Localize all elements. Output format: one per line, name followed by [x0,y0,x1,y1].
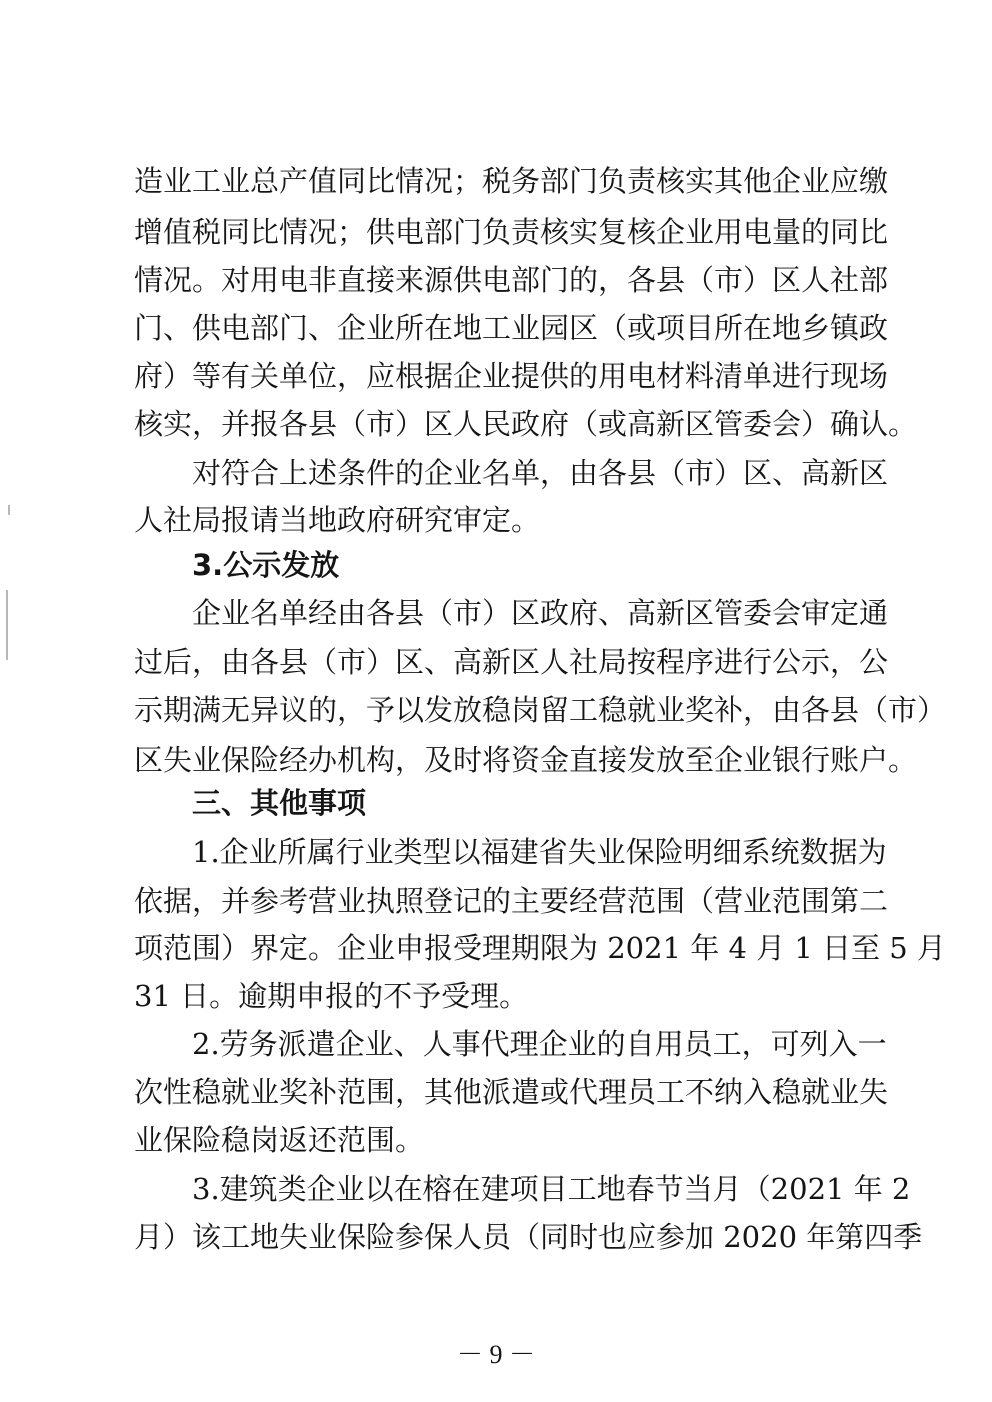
body-line: 3.建筑类企业以在榕在建项目工地春节当月（2021 年 2 [192,1172,911,1206]
body-line: 过后，由各县（市）区、高新区人社局按程序进行公示，公 [134,645,889,679]
body-line: 1.企业所属行业类型以福建省失业保险明细系统数据为 [192,835,887,869]
body-line: 企业名单经由各县（市）区政府、高新区管委会审定通 [192,596,889,630]
body-line: 增值税同比情况；供电部门负责核实复核企业用电量的同比 [134,215,889,249]
body-line: 府）等有关单位，应根据企业提供的用电材料清单进行现场 [134,359,889,393]
section-heading: 三、其他事项 [192,786,367,820]
scan-edge-mark [6,590,8,660]
body-line: 门、供电部门、企业所在地工业园区（或项目所在地乡镇政 [134,311,889,345]
body-line: 对符合上述条件的企业名单，由各县（市）区、高新区 [192,456,889,490]
body-line: 次性稳就业奖补范围，其他派遣或代理员工不纳入稳就业失 [134,1075,889,1109]
body-line: 区失业保险经办机构，及时将资金直接发放至企业银行账户。 [134,743,918,777]
body-line: 31 日。逾期申报的不予受理。 [134,979,529,1013]
body-line: 依据，并参考营业执照登记的主要经营范围（营业范围第二 [134,884,889,918]
body-line: 情况。对用电非直接来源供电部门的，各县（市）区人社部 [134,263,889,297]
scan-edge-mark [8,505,10,515]
body-line: 示期满无异议的，予以发放稳岗留工稳就业奖补，由各县（市） [134,693,947,727]
body-line: 核实，并报各县（市）区人民政府（或高新区管委会）确认。 [134,407,918,441]
section-heading: 3.公示发放 [192,548,340,582]
body-line: 2.劳务派遣企业、人事代理企业的自用员工，可列入一 [192,1027,887,1061]
body-line: 项范围）界定。企业申报受理期限为 2021 年 4 月 1 日至 5 月 [134,931,946,965]
body-line: 造业工业总产值同比情况；税务部门负责核实其他企业应缴 [134,164,889,198]
body-line: 人社局报请当地政府研究审定。 [134,503,541,537]
body-line: 业保险稳岗返还范围。 [134,1123,425,1157]
page-number: － 9 － [456,1340,535,1369]
body-line: 月）该工地失业保险参保人员（同时也应参加 2020 年第四季 [134,1220,923,1254]
